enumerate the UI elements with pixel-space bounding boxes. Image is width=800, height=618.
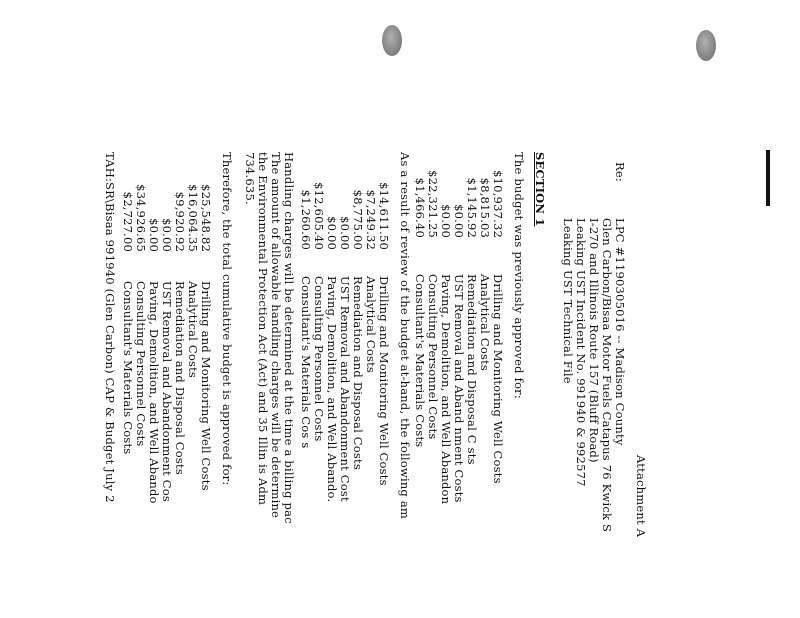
header-line: LPC #1190305016 -- Madison County xyxy=(613,218,627,446)
budget-item: Consultant's Materials Costs xyxy=(413,274,427,448)
budget-item: Paving, Demolition, and Well Abando xyxy=(147,281,161,504)
budget-amount: $0.00 xyxy=(452,204,466,238)
budget-amount: $8,815.03 xyxy=(478,177,492,238)
budget-amount: $7,249.32 xyxy=(364,189,378,250)
budget-amount: $1,260.60 xyxy=(299,189,313,250)
budget-item: UST Removal and Aband nment Costs xyxy=(452,274,466,503)
budget-item: Consulting Personnel Costs xyxy=(312,276,326,442)
budget-amount: $2,727.00 xyxy=(121,191,135,252)
header-line: I-270 and Illinois Route 157 (Bluff Road) xyxy=(587,218,601,463)
budget-amount: $8,775.00 xyxy=(351,189,365,250)
budget-amount: $0.00 xyxy=(325,216,339,250)
header-line: Glen Carbon/Bisaa Motor Fuels Catapus 76 Kwick S xyxy=(600,218,614,533)
budget-amount: $0.00 xyxy=(160,218,174,252)
budget-amount: $10,937.32 xyxy=(491,170,505,238)
budget-amount: $34,926.65 xyxy=(134,184,148,252)
handling-line: the Environmental Protection Act (Act) and 35 Illin is Adm xyxy=(256,152,270,506)
budget-item: UST Removal and Abandonment Cost xyxy=(338,276,352,502)
budget-amount: $0.00 xyxy=(338,216,352,250)
budget-item: Drilling and Monitoring Well Costs xyxy=(491,274,505,484)
budget-item: Paving, Demolition, and Well Abando. xyxy=(325,276,339,503)
section-title: SECTION 1 xyxy=(533,152,547,227)
budget-item: Analytical Costs xyxy=(186,281,200,379)
handling-line: Handling charges will be determined at the time a billing pac xyxy=(282,152,296,524)
budget-amount: $12,605.40 xyxy=(312,182,326,250)
budget-item: Drilling and Monitoring Well Costs xyxy=(199,281,213,491)
budget-item: Consultant's Materials Cos s xyxy=(299,276,313,449)
budget-item: Paving, Demolition, and Well Abandon xyxy=(439,274,453,505)
budget-item: Analytical Costs xyxy=(364,276,378,374)
review-intro: As a result of review of the budget at-hand, the following am xyxy=(398,152,412,520)
re-label: Re: xyxy=(613,162,627,182)
budget-item: Remediation and Disposal Costs xyxy=(173,281,187,475)
budget-amount: $14,611.50 xyxy=(377,182,391,250)
budget-amount: $22,321.25 xyxy=(426,170,440,238)
total-intro: Therefore, the total cumulative budget is approved for: xyxy=(220,152,234,486)
budget-amount: $9,920.92 xyxy=(173,191,187,252)
budget-item: Analytical Costs xyxy=(478,274,492,372)
handling-line: 734.635. xyxy=(243,152,257,205)
budget-amount: $16,064.35 xyxy=(186,184,200,252)
budget-item: UST Removal and Abandonment Cos xyxy=(160,281,174,502)
header-line: Leaking UST Incident No. 991940 & 992577 xyxy=(574,218,588,487)
budget-item: Consulting Personnel Costs xyxy=(134,281,148,447)
budget-amount: $0.00 xyxy=(147,218,161,252)
budget-amount: $25,548.82 xyxy=(199,184,213,252)
budget-item: Drilling and Monitoring Well Costs xyxy=(377,276,391,486)
budget-item: Remediation and Disposal Costs xyxy=(351,276,365,470)
footer-reference: TAH:SR\Bisaa 991940 (Glen Carbon) CAP & Budget July 2 xyxy=(103,152,117,503)
header-line: Leaking UST Technical File xyxy=(561,218,575,384)
attachment-label: Attachment A xyxy=(634,455,648,538)
budget-amount: $1,145.92 xyxy=(465,177,479,238)
budget-item: Consulting Personnel Costs xyxy=(426,274,440,440)
budget-item: Consultant's Materials Costs xyxy=(121,281,135,455)
handling-line: The amount of allowable handling charges will be determine xyxy=(269,152,283,519)
intro-text: The budget was previously approved for: xyxy=(512,152,526,399)
budget-item: Remediation and Disposal C sts xyxy=(465,274,479,465)
budget-amount: $0.00 xyxy=(439,204,453,238)
budget-amount: $1,466.40 xyxy=(413,177,427,238)
